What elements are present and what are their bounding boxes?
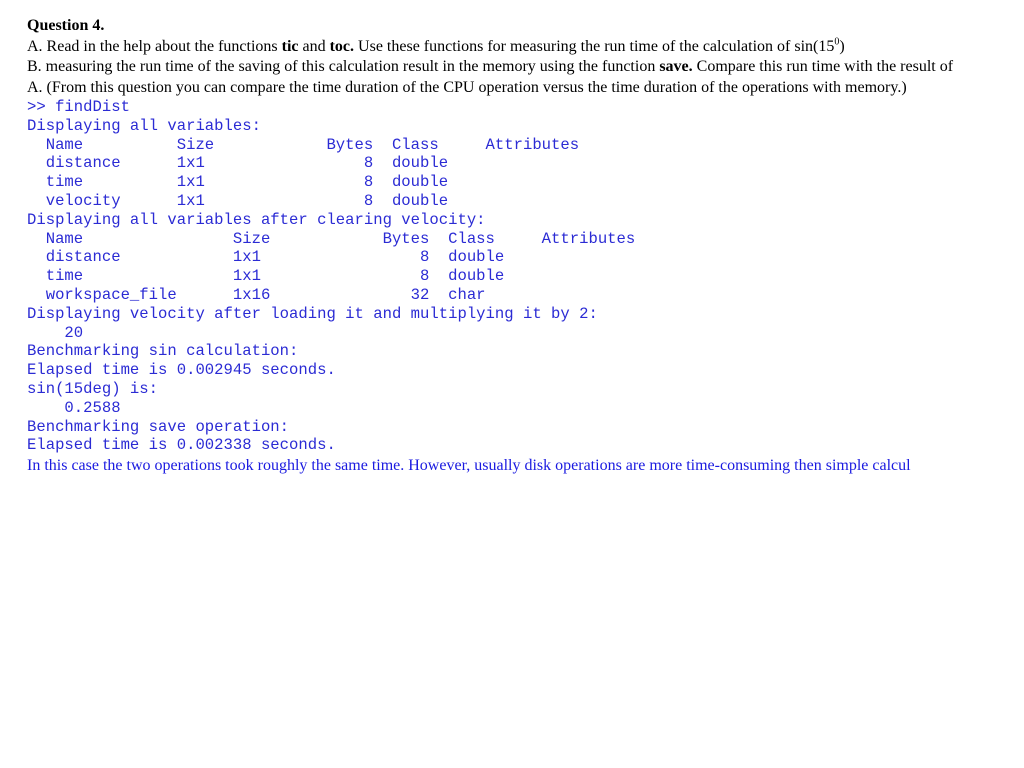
bench-save-elapsed: Elapsed time is 0.002338 seconds. — [27, 436, 336, 455]
table2-row: distance 1x1 8 double — [27, 248, 505, 267]
degree-superscript: 0 — [834, 36, 840, 48]
bench-sin-elapsed: Elapsed time is 0.002945 seconds. — [27, 361, 336, 380]
velocity-value: 20 — [27, 323, 84, 342]
part-b-suffix: Compare this run time with the result of A. (From this question you can compare the time duration of the CPU operation versus the time duration of the operations with memory.) — [27, 58, 954, 96]
table1-header: Name Size Bytes Class Attributes — [27, 135, 580, 154]
part-a-suffix: Use these functions for measuring the run time of the calculation of sin(15 — [354, 37, 835, 55]
section1-header: Displaying all variables: — [27, 116, 261, 135]
bench-save-header: Benchmarking save operation: — [27, 417, 290, 436]
question-part-a — [27, 37, 967, 58]
part-a-prefix: A. Read in the help about the functions — [27, 37, 282, 55]
table1-row: velocity 1x1 8 double — [27, 191, 449, 210]
answer-text: In this case the two operations took roughly the same time. However, usually disk operations are more time-consuming then simple calcul — [27, 457, 911, 475]
table2-row: workspace_file 1x16 32 char — [27, 285, 486, 304]
part-b-prefix: B. measuring the run time of the saving of this calculation result in the memory using the function — [27, 58, 660, 75]
console-output — [27, 98, 967, 455]
table1-row: time 1x1 8 double — [27, 173, 449, 192]
console-command: >> findDist — [27, 98, 130, 116]
table2-header: Name Size Bytes Class Attributes — [27, 229, 636, 248]
fn-toc: toc. — [329, 37, 355, 55]
question-title: Question 4. — [27, 17, 105, 34]
part-a-end: ) — [839, 37, 845, 55]
fn-save: save. — [659, 58, 693, 75]
question-part-b — [27, 57, 967, 98]
part-a-mid: and — [298, 37, 330, 55]
section3-header: Displaying velocity after loading it and multiplying it by 2: — [27, 304, 598, 323]
table1-row: distance 1x1 8 double — [27, 154, 449, 173]
fn-tic: tic — [281, 37, 299, 55]
sin-value: 0.2588 — [27, 398, 121, 417]
table2-row: time 1x1 8 double — [27, 267, 505, 286]
sin-label: sin(15deg) is: — [27, 379, 159, 398]
document-page — [27, 16, 967, 477]
bench-sin-header: Benchmarking sin calculation: — [27, 342, 299, 361]
section2-header: Displaying all variables after clearing velocity: — [27, 210, 486, 229]
